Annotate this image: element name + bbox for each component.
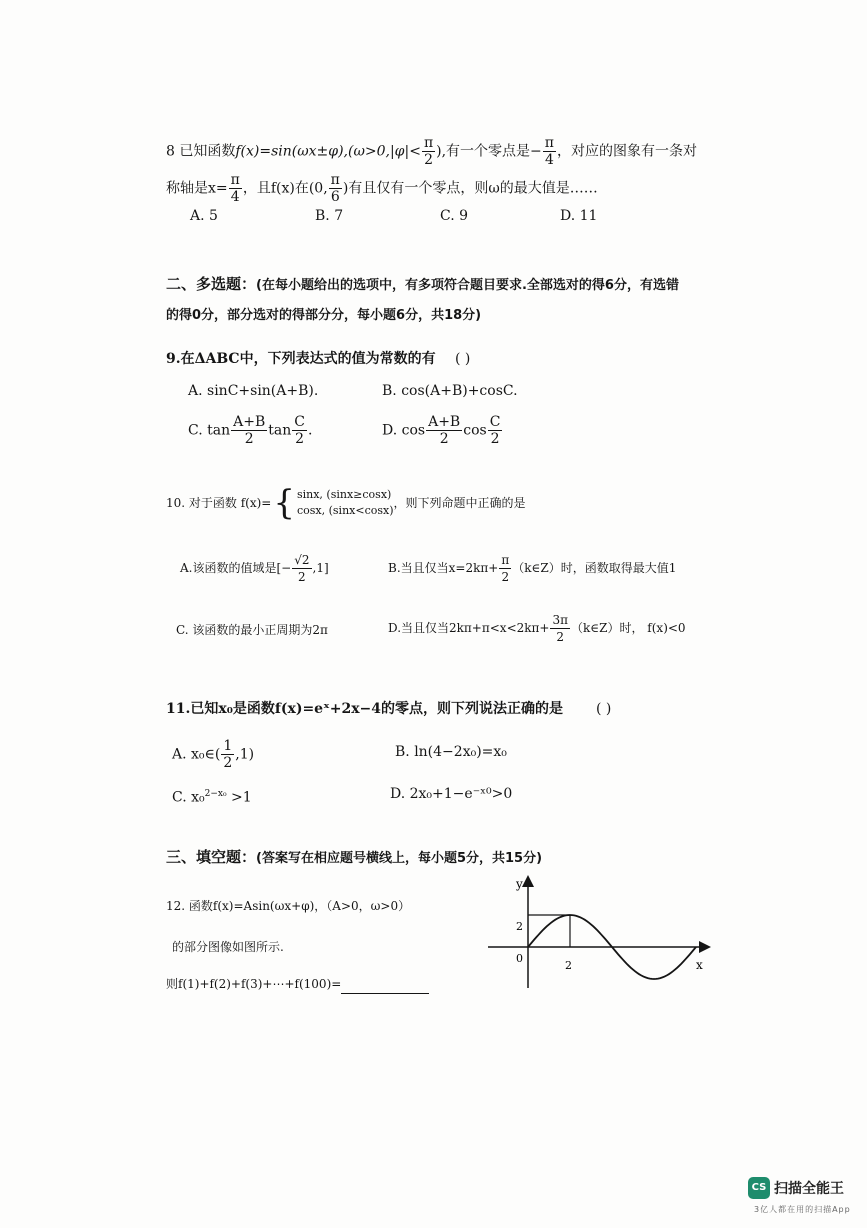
q12-line2: 的部分图像如图所示. (172, 940, 284, 954)
q8-number: 8 (166, 143, 175, 160)
section3-title: 三、填空题： (166, 848, 257, 866)
q9-option-d: D. cos $\frac{A+B}{2}$ cos $\frac{C}{2}$ (382, 414, 501, 447)
q8-option-c: C. 9 (440, 208, 469, 224)
q8-frac-pi6: $\frac{\pi}{6}$ (330, 172, 340, 205)
q8-option-b: B. 7 (315, 208, 344, 224)
q10-option-b: B.当且仅当x=2kπ+ $\frac{\pi}{2}$ （k∈Z）时，函数取得最大值1 (388, 553, 677, 584)
q9-option-c: C. tan $\frac{A+B}{2}$ tan $\frac{C}{2}$ . (188, 414, 313, 447)
q8-mid: ),有一个零点是− (436, 143, 542, 160)
section3-desc: (答案写在相应题号横线上，每小题5分，共15分) (256, 851, 543, 866)
y-tick-label: 2 (516, 920, 523, 933)
q11-option-c: C. x₀$^{2-x_0}$ >1 (172, 789, 252, 806)
q9-paren: ( ) (455, 351, 471, 367)
q11-option-d: D. 2x₀+1−e⁻ˣ⁰>0 (390, 786, 513, 802)
q9-option-a: A. sinC+sin(A+B). (188, 383, 319, 399)
q8-option-a: A. 5 (190, 208, 218, 224)
q11-option-b: B. ln(4−2x₀)=x₀ (395, 744, 507, 760)
q11-option-a: A. x₀∈( $\frac{1}{2}$ ,1) (172, 738, 255, 771)
q8-option-d: D. 11 (560, 208, 598, 224)
q8-frac-pi4: $\frac{\pi}{4}$ (544, 135, 554, 168)
q8-frac-pi2: $\frac{\pi}{2}$ (423, 135, 434, 168)
camscanner-brand: 扫描全能王 (774, 1181, 844, 1197)
y-axis-label: y (516, 877, 523, 891)
q8-lead: 已知函数 (179, 143, 236, 160)
q10-option-c: C. 该函数的最小正周期为2π (176, 623, 328, 637)
q10-stem: 10. 对于函数 f(x)={ sinx, (sinx≥cosx) cosx, (sinx<cosx) ，则下列命题中正确的是 (166, 483, 526, 523)
section2-header (166, 273, 679, 294)
q8-question: )有且仅有一个零点，则ω的最大值是…… (342, 180, 598, 197)
q10-option-a: A.该函数的值域是[− $\frac{√2}{2}$ ,1] (180, 553, 329, 584)
sine-graph (480, 872, 720, 992)
q9-stem (166, 349, 436, 369)
x-tick-label: 2 (565, 959, 572, 972)
q12-line3: 则f(1)+f(2)+f(3)+⋯+f(100)= (166, 974, 429, 994)
q8-tail: ，对应的图象有一条对 (557, 143, 697, 160)
q10-option-d: D.当且仅当2kπ+π<x<2kπ+ $\frac{3\pi}{2}$ （k∈Z）时， f(x)<0 (388, 613, 686, 644)
q11-stem: 11.已知x₀是函数f(x)=eˣ+2x−4的零点，则下列说法正确的是 (166, 701, 564, 717)
camscanner-logo: CS (748, 1177, 770, 1199)
section2-desc2: 的得0分，部分选对的得部分分，每小题6分，共18分) (166, 308, 482, 323)
q9-option-b: B. cos(A+B)+cosC. (382, 383, 518, 399)
origin-label: 0 (516, 952, 523, 965)
q8-axis-text: 称轴是x= (166, 180, 228, 197)
section3-header (166, 846, 542, 867)
q8-line1 (166, 135, 697, 168)
q8-interval-text: ，且f(x)在(0, (242, 180, 328, 197)
q12-answer-blank (341, 979, 429, 994)
section2-title: 二、多选题： (166, 275, 257, 293)
q11-paren: ( ) (596, 701, 612, 717)
q9-stem-text: 9.在ΔABC中，下列表达式的值为常数的有 (166, 351, 436, 367)
camscanner-slogan: 3亿人都在用的扫描App (754, 1205, 851, 1214)
q12-line1: 12. 函数f(x)=Asin(ωx+φ)，（A>0，ω>0） (166, 899, 411, 913)
q8-frac-axis: $\frac{\pi}{4}$ (230, 172, 240, 205)
q8-line2 (166, 172, 598, 205)
q8-func: f(x)=sin(ωx±φ),(ω>0,|φ|< (235, 143, 421, 160)
section2-desc1: (在每小题给出的选项中，有多项符合题目要求.全部选对的得6分，有选错 (256, 278, 679, 293)
x-axis-label: x (696, 958, 703, 972)
